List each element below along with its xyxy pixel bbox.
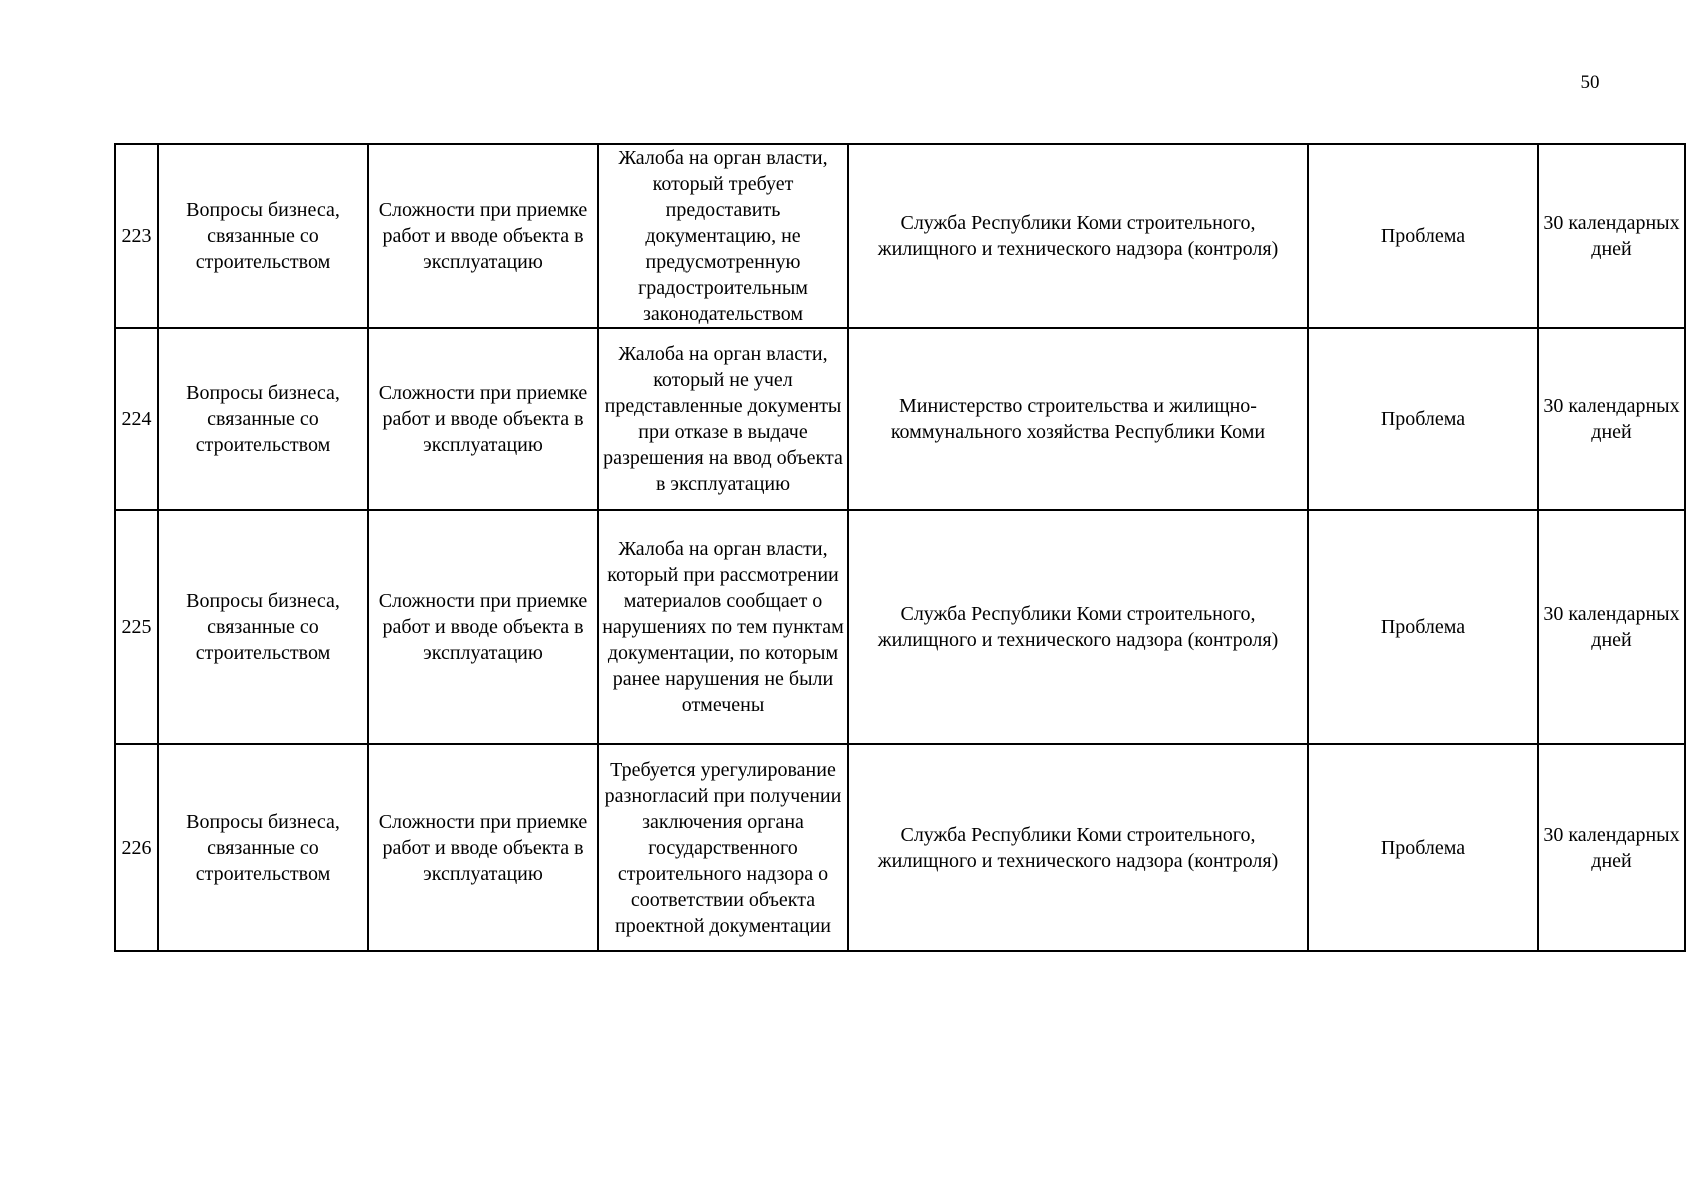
table-row bbox=[115, 328, 1685, 510]
term-cell: 30 календарных дней bbox=[1538, 510, 1685, 744]
row-number-cell: 224 bbox=[115, 328, 158, 510]
authority-cell: Министерство строительства и жилищно-коммунального хозяйства Республики Коми bbox=[848, 328, 1308, 510]
row-number-cell: 226 bbox=[115, 744, 158, 951]
authority-cell: Служба Республики Коми строительного, жилищного и технического надзора (контроля) bbox=[848, 144, 1308, 328]
type-cell: Проблема bbox=[1308, 510, 1538, 744]
subcategory-cell: Сложности при приемке работ и вводе объекта в эксплуатацию bbox=[368, 744, 598, 951]
type-cell: Проблема bbox=[1308, 144, 1538, 328]
category-cell: Вопросы бизнеса, связанные со строительством bbox=[158, 510, 368, 744]
description-cell: Жалоба на орган власти, который при рассмотрении материалов сообщает о нарушениях по тем пунктам документации, по которым ранее нарушения не были отмечены bbox=[598, 510, 848, 744]
term-cell: 30 календарных дней bbox=[1538, 328, 1685, 510]
appeals-table bbox=[114, 143, 1686, 952]
description-cell: Жалоба на орган власти, который не учел представленные документы при отказе в выдаче разрешения на ввод объекта в эксплуатацию bbox=[598, 328, 848, 510]
table-row bbox=[115, 510, 1685, 744]
type-cell: Проблема bbox=[1308, 328, 1538, 510]
category-cell: Вопросы бизнеса, связанные со строительством bbox=[158, 744, 368, 951]
table-row bbox=[115, 744, 1685, 951]
authority-cell: Служба Республики Коми строительного, жилищного и технического надзора (контроля) bbox=[848, 744, 1308, 951]
description-cell: Жалоба на орган власти, который требует предоставить документацию, не предусмотренную градостроительным законодательством bbox=[598, 144, 848, 328]
category-cell: Вопросы бизнеса, связанные со строительством bbox=[158, 328, 368, 510]
description-cell: Требуется урегулирование разногласий при получении заключения органа государственного строительного надзора о соответствии объекта проектной документации bbox=[598, 744, 848, 951]
subcategory-cell: Сложности при приемке работ и вводе объекта в эксплуатацию bbox=[368, 510, 598, 744]
row-number-cell: 225 bbox=[115, 510, 158, 744]
row-number-cell: 223 bbox=[115, 144, 158, 328]
table-row bbox=[115, 144, 1685, 328]
page-number: 50 bbox=[1580, 72, 1600, 93]
term-cell: 30 календарных дней bbox=[1538, 744, 1685, 951]
authority-cell: Служба Республики Коми строительного, жилищного и технического надзора (контроля) bbox=[848, 510, 1308, 744]
subcategory-cell: Сложности при приемке работ и вводе объекта в эксплуатацию bbox=[368, 144, 598, 328]
term-cell: 30 календарных дней bbox=[1538, 144, 1685, 328]
category-cell: Вопросы бизнеса, связанные со строительством bbox=[158, 144, 368, 328]
type-cell: Проблема bbox=[1308, 744, 1538, 951]
subcategory-cell: Сложности при приемке работ и вводе объекта в эксплуатацию bbox=[368, 328, 598, 510]
